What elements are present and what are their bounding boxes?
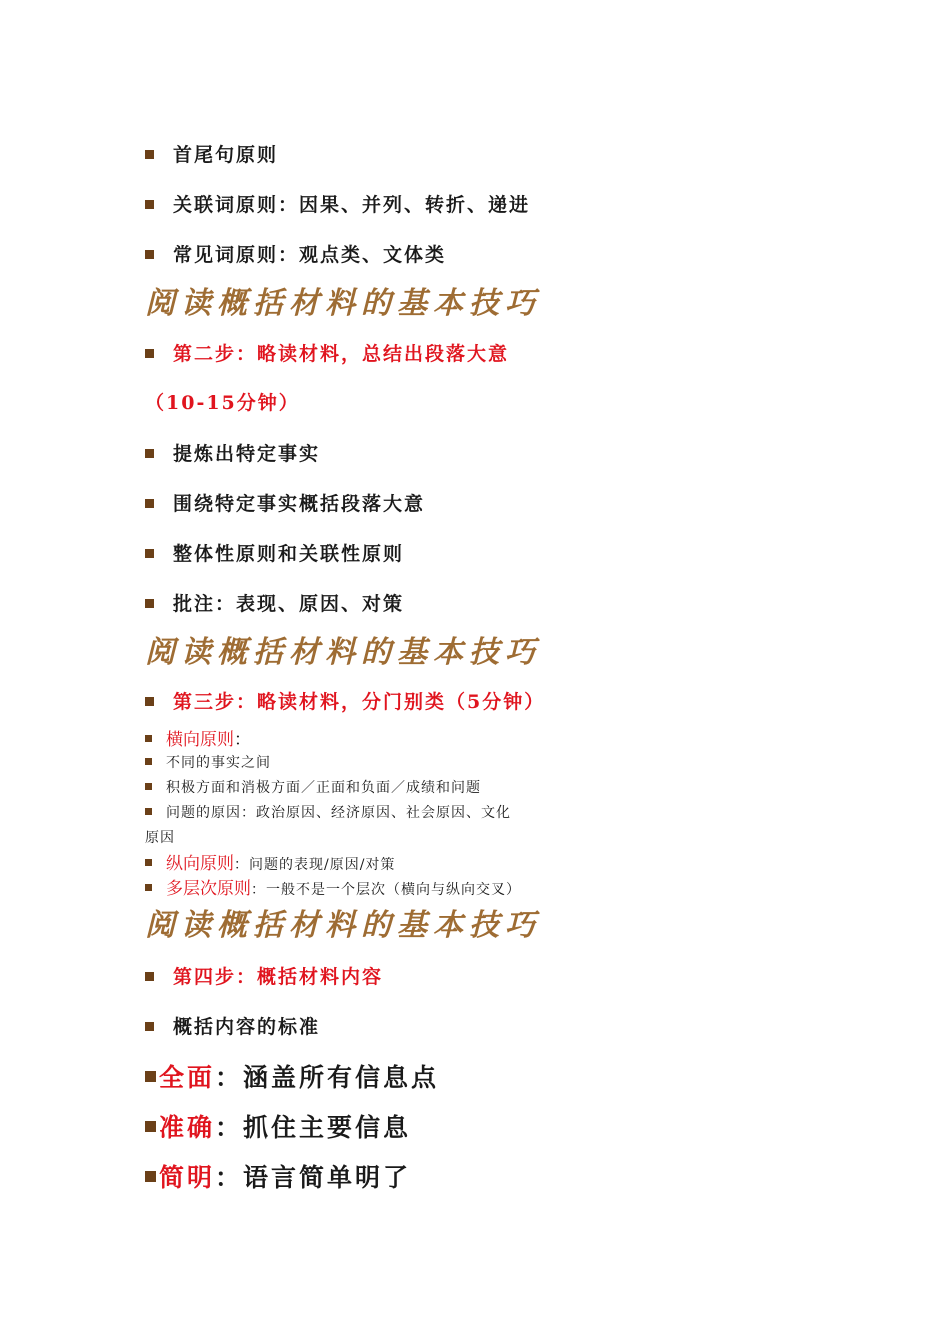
list-item: 首尾句原则 bbox=[145, 140, 278, 167]
list-item: 概括内容的标准 bbox=[145, 1012, 320, 1039]
list-item: 常见词原则：观点类、文体类 bbox=[145, 240, 446, 267]
section-heading: 阅读概括材料的基本技巧 bbox=[145, 635, 541, 670]
criterion-item: 简明：语言简单明了 bbox=[145, 1158, 411, 1194]
list-item-continuation: 原因 bbox=[145, 830, 175, 846]
square-bullet-icon bbox=[145, 884, 152, 891]
section-heading: 阅读概括材料的基本技巧 bbox=[145, 286, 541, 321]
square-bullet-icon bbox=[145, 697, 154, 706]
square-bullet-icon bbox=[145, 150, 154, 159]
square-bullet-icon bbox=[145, 859, 152, 866]
square-bullet-icon bbox=[145, 1121, 156, 1132]
square-bullet-icon bbox=[145, 1071, 156, 1082]
list-item: 围绕特定事实概括段落大意 bbox=[145, 489, 425, 516]
square-bullet-icon bbox=[145, 783, 152, 790]
square-bullet-icon bbox=[145, 1171, 156, 1182]
list-item: 纵向原则：问题的表现/原因/对策 bbox=[145, 849, 395, 874]
step-title: 第四步：概括材料内容 bbox=[145, 962, 383, 989]
list-item: 横向原则： bbox=[145, 725, 251, 750]
square-bullet-icon bbox=[145, 808, 152, 815]
criterion-item: 准确：抓住主要信息 bbox=[145, 1108, 411, 1144]
square-bullet-icon bbox=[145, 449, 154, 458]
square-bullet-icon bbox=[145, 499, 154, 508]
square-bullet-icon bbox=[145, 549, 154, 558]
list-item: 提炼出特定事实 bbox=[145, 439, 320, 466]
square-bullet-icon bbox=[145, 1022, 154, 1031]
step-title: 第三步：略读材料，分门别类（5分钟） bbox=[145, 687, 545, 714]
section-heading: 阅读概括材料的基本技巧 bbox=[145, 908, 541, 943]
list-item: 批注：表现、原因、对策 bbox=[145, 589, 404, 616]
square-bullet-icon bbox=[145, 349, 154, 358]
list-item: 多层次原则：一般不是一个层次（横向与纵向交叉） bbox=[145, 874, 521, 899]
step-title: 第二步：略读材料，总结出段落大意 bbox=[145, 339, 509, 366]
list-item: 关联词原则：因果、并列、转折、递进 bbox=[145, 190, 530, 217]
square-bullet-icon bbox=[145, 972, 154, 981]
list-item: 整体性原则和关联性原则 bbox=[145, 539, 404, 566]
criterion-item: 全面：涵盖所有信息点 bbox=[145, 1058, 439, 1094]
list-item: 不同的事实之间 bbox=[145, 752, 271, 772]
square-bullet-icon bbox=[145, 250, 154, 259]
square-bullet-icon bbox=[145, 200, 154, 209]
list-item: 积极方面和消极方面／正面和负面／成绩和问题 bbox=[145, 777, 481, 797]
square-bullet-icon bbox=[145, 599, 154, 608]
list-item: 问题的原因：政治原因、经济原因、社会原因、文化 bbox=[145, 802, 511, 822]
step-time: （10-15分钟） bbox=[145, 392, 300, 414]
square-bullet-icon bbox=[145, 758, 152, 765]
square-bullet-icon bbox=[145, 735, 152, 742]
